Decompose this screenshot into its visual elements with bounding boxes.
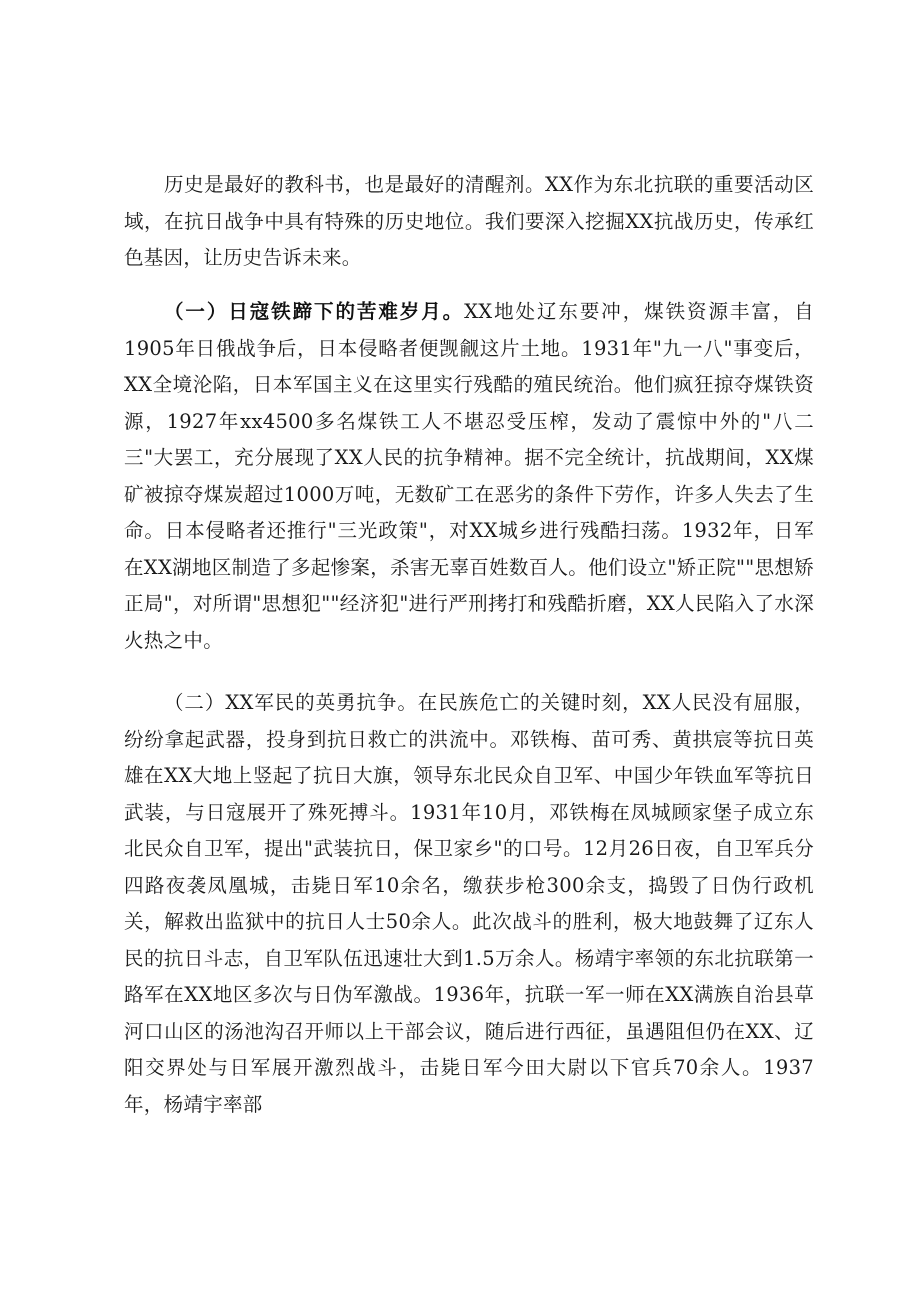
section-two-heading: （二） [164, 691, 226, 714]
section-two-text: XX军民的英勇抗争。在民族危亡的关键时刻，XX人民没有屈服，纷纷拿起武器，投身到抗日救亡的洪流中。邓铁梅、苗可秀、黄拱宸等抗日英雄在XX大地上竖起了抗日大旗，领导东北民众自卫军、中国少年铁血军等抗日武装，与日寇展开了殊死搏斗。1931年10月，邓铁梅在凤城顾家堡子成立东北民众自卫军，提出"武装抗日，保卫家乡"的口号。12月26日夜，自卫军兵分四路夜袭凤凰城，击毙日军10余名，缴获步枪300余支，捣毁了日伪行政机关，解救出监狱中的抗日人士50余人。此次战斗的胜利，极大地鼓舞了辽东人民的抗日斗志，自卫军队伍迅速壮大到1.5万余人。杨靖宇率领的东北抗联第一路军在XX地区多次与日伪军激战。1936年，抗联一军一师在XX满族自治县草河口山区的汤池沟召开师以上干部会议，随后进行西征，虽遇阻但仍在XX、辽阳交界处与日军展开激烈战斗，击毙日军今田大尉以下官兵70余人。1937年，杨靖宇率部 [124, 691, 814, 1116]
section-one-text: XX地处辽东要冲，煤铁资源丰富，自1905年日俄战争后，日本侵略者便觊觎这片土地。1931年"九一八"事变后，XX全境沦陷，日本军国主义在这里实行残酷的殖民统治。他们疯狂掠夺煤铁资源，1927年xx4500多名煤铁工人不堪忍受压榨，发动了震惊中外的"八二三"大罢工，充分展现了XX人民的抗争精神。据不完全统计，抗战期间，XX煤矿被掠夺煤炭超过1000万吨，无数矿工在恶劣的条件下劳作，许多人失去了生命。日本侵略者还推行"三光政策"，对XX城乡进行残酷扫荡。1932年，日军在XX湖地区制造了多起惨案，杀害无辜百姓数百人。他们设立"矫正院""思想矫正局"，对所谓"思想犯""经济犯"进行严刑拷打和残酷折磨，XX人民陷入了水深火热之中。 [124, 300, 814, 652]
intro-text: 历史是最好的教科书，也是最好的清醒剂。XX作为东北抗联的重要活动区域，在抗日战争中具有特殊的历史地位。我们要深入挖掘XX抗战历史，传承红色基因，让历史告诉未来。 [124, 173, 814, 269]
section-one-paragraph [124, 294, 814, 659]
section-two-paragraph [124, 685, 814, 1123]
intro-paragraph [124, 167, 814, 277]
section-one-heading: （一）日寇铁蹄下的苦难岁月。 [164, 300, 465, 323]
